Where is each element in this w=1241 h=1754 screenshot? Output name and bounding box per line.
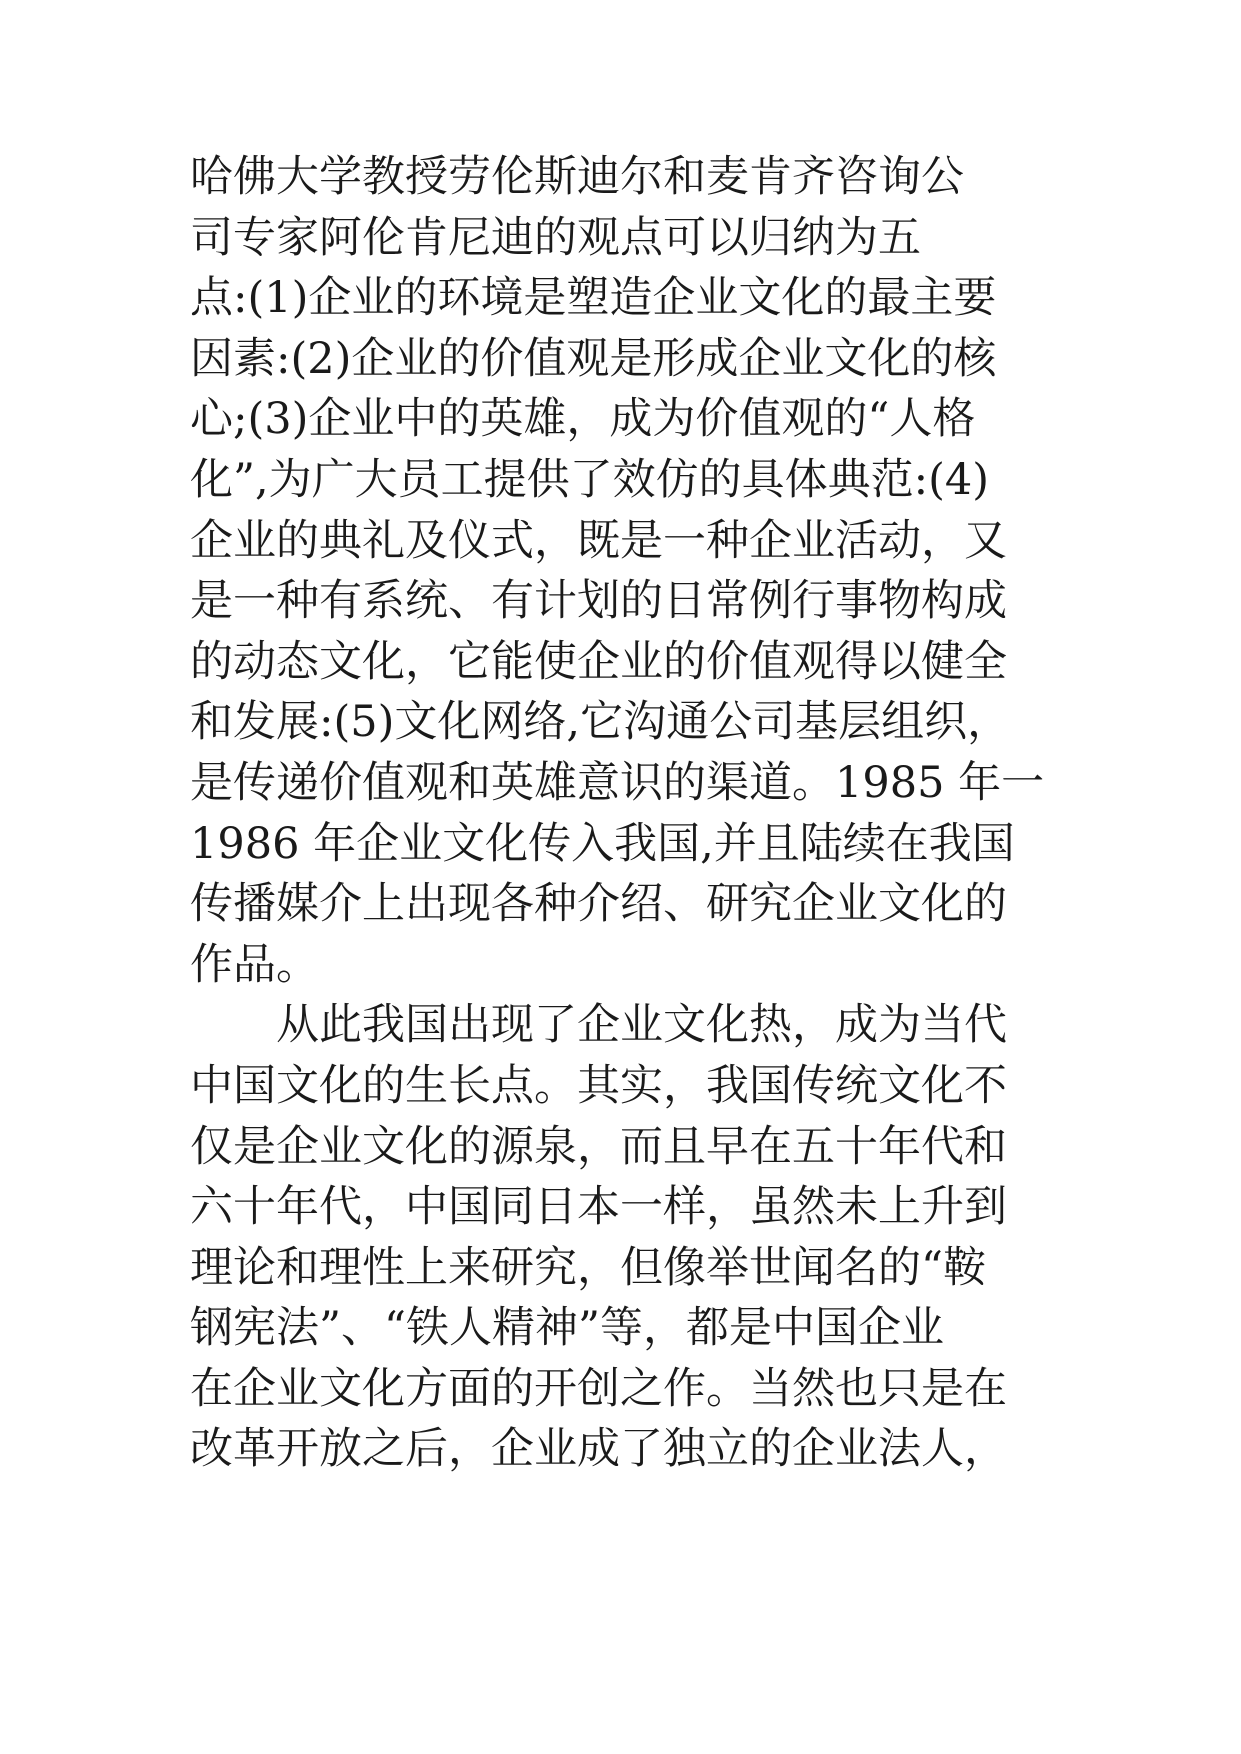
text-line: 作品。 [190, 939, 319, 990]
text-line: 的动态文化，它能使企业的价值观得以健全 [190, 636, 1007, 687]
text-line: 1986 年企业文化传入我国,并且陆续在我国 [190, 818, 1015, 869]
paragraph-2 [190, 995, 1070, 1480]
text-line: 哈佛大学教授劳伦斯迪尔和麦肯齐咨询公 [190, 152, 964, 202]
text-line: 企业的典礼及仪式，既是一种企业活动，又 [190, 515, 1007, 566]
text-line: 中国文化的生长点。其实，我国传统文化不 [190, 1060, 1007, 1111]
text-line: 传播媒介上出现各种介绍、研究企业文化的 [190, 879, 1007, 930]
text-line: 心;(3)企业中的英雄，成为价值观的“人格 [190, 394, 976, 445]
text-line: 化”,为广大员工提供了效仿的具体典范:(4) [190, 454, 990, 505]
text-line: 仅是企业文化的源泉，而且早在五十年代和 [190, 1121, 1007, 1172]
body-text [190, 147, 1070, 1480]
text-line: 因素:(2)企业的价值观是形成企业文化的核 [190, 333, 997, 384]
text-line: 是传递价值观和英雄意识的渠道。1985 年一 [190, 757, 1045, 808]
text-line: 从此我国出现了企业文化热，成为当代 [276, 1000, 1007, 1051]
text-line: 六十年代，中国同日本一样，虽然未上升到 [190, 1182, 1007, 1233]
text-line: 是一种有系统、有计划的日常例行事物构成 [190, 576, 1007, 627]
text-line: 司专家阿伦肯尼迪的观点可以归纳为五 [190, 212, 921, 263]
text-line: 改革开放之后，企业成了独立的企业法人， [190, 1424, 1007, 1475]
text-line: 和发展:(5)文化网络,它沟通公司基层组织， [190, 697, 1011, 748]
text-line: 理论和理性上来研究，但像举世闻名的“鞍 [190, 1242, 986, 1293]
text-line: 钢宪法”、“铁人精神”等，都是中国企业 [190, 1303, 944, 1354]
text-line: 点:(1)企业的环境是塑造企业文化的最主要 [190, 273, 997, 324]
text-line: 在企业文化方面的开创之作。当然也只是在 [190, 1363, 1007, 1414]
paragraph-1 [190, 147, 1070, 995]
